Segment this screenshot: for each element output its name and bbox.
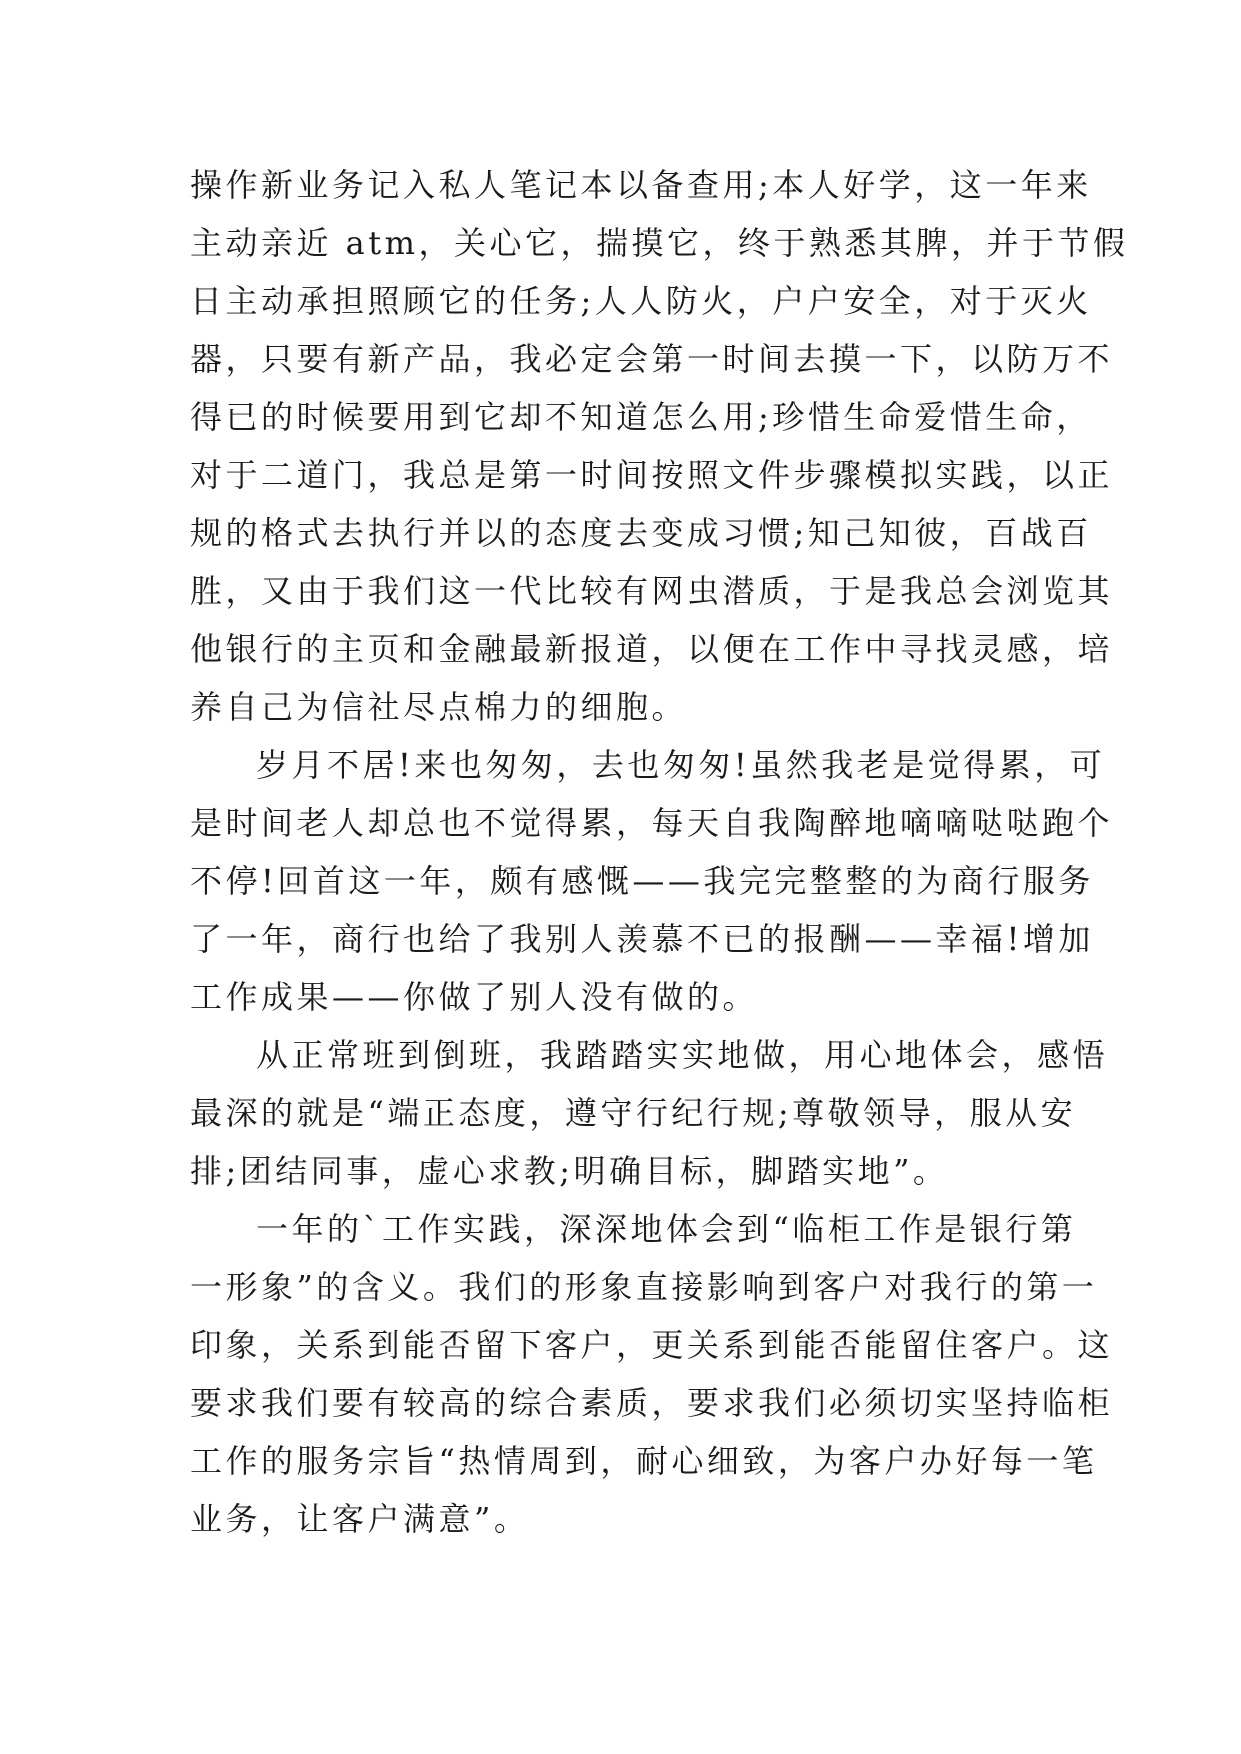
- text-line: 印象，关系到能否留下客户，更关系到能否能留住客户。这: [190, 1326, 1114, 1364]
- text-line: 工作的服务宗旨“热情周到，耐心细致，为客户办好每一笔: [190, 1442, 1098, 1480]
- text-line: 一形象”的含义。我们的形象直接影响到客户对我行的第一: [190, 1268, 1098, 1306]
- text-line: 排;团结同事，虚心求教;明确目标，脚踏实地”。: [190, 1152, 949, 1190]
- text-line: 主动亲近 atm，关心它，揣摸它，终于熟悉其脾，并于节假: [190, 224, 1129, 262]
- text-line: 工作成果——你做了别人没有做的。: [190, 978, 759, 1016]
- paragraph-start-line: 从正常班到倒班，我踏踏实实地做，用心地体会，感悟: [256, 1036, 1109, 1074]
- text-line: 了一年，商行也给了我别人羡慕不已的报酬——幸福!增加: [190, 920, 1094, 958]
- text-line: 胜，又由于我们这一代比较有网虫潜质，于是我总会浏览其: [190, 572, 1114, 610]
- text-line: 操作新业务记入私人笔记本以备查用;本人好学，这一年来: [190, 166, 1092, 204]
- text-line: 规的格式去执行并以的态度去变成习惯;知己知彼，百战百: [190, 514, 1092, 552]
- text-line: 对于二道门，我总是第一时间按照文件步骤模拟实践，以正: [190, 456, 1114, 494]
- text-line: 得已的时候要用到它却不知道怎么用;珍惜生命爱惜生命，: [190, 398, 1092, 436]
- paragraph-start-line: 一年的`工作实践，深深地体会到“临柜工作是银行第: [256, 1210, 1077, 1248]
- text-line: 养自己为信社尽点棉力的细胞。: [190, 688, 688, 726]
- paragraph-start-line: 岁月不居!来也匆匆，去也匆匆!虽然我老是觉得累，可: [256, 746, 1106, 784]
- text-line: 不停!回首这一年，颇有感慨——我完完整整的为商行服务: [190, 862, 1094, 900]
- text-line: 他银行的主页和金融最新报道，以便在工作中寻找灵感，培: [190, 630, 1114, 668]
- text-line: 是时间老人却总也不觉得累，每天自我陶醉地嘀嘀哒哒跑个: [190, 804, 1114, 842]
- text-line: 日主动承担照顾它的任务;人人防火，户户安全，对于灭火: [190, 282, 1092, 320]
- text-line: 业务，让客户满意”。: [190, 1500, 530, 1538]
- text-line: 器，只要有新产品，我必定会第一时间去摸一下，以防万不: [190, 340, 1114, 378]
- text-line: 最深的就是“端正态度，遵守行纪行规;尊敬领导，服从安: [190, 1094, 1077, 1132]
- document-body: [190, 156, 1129, 1548]
- text-line: 要求我们要有较高的综合素质，要求我们必须切实坚持临柜: [190, 1384, 1114, 1422]
